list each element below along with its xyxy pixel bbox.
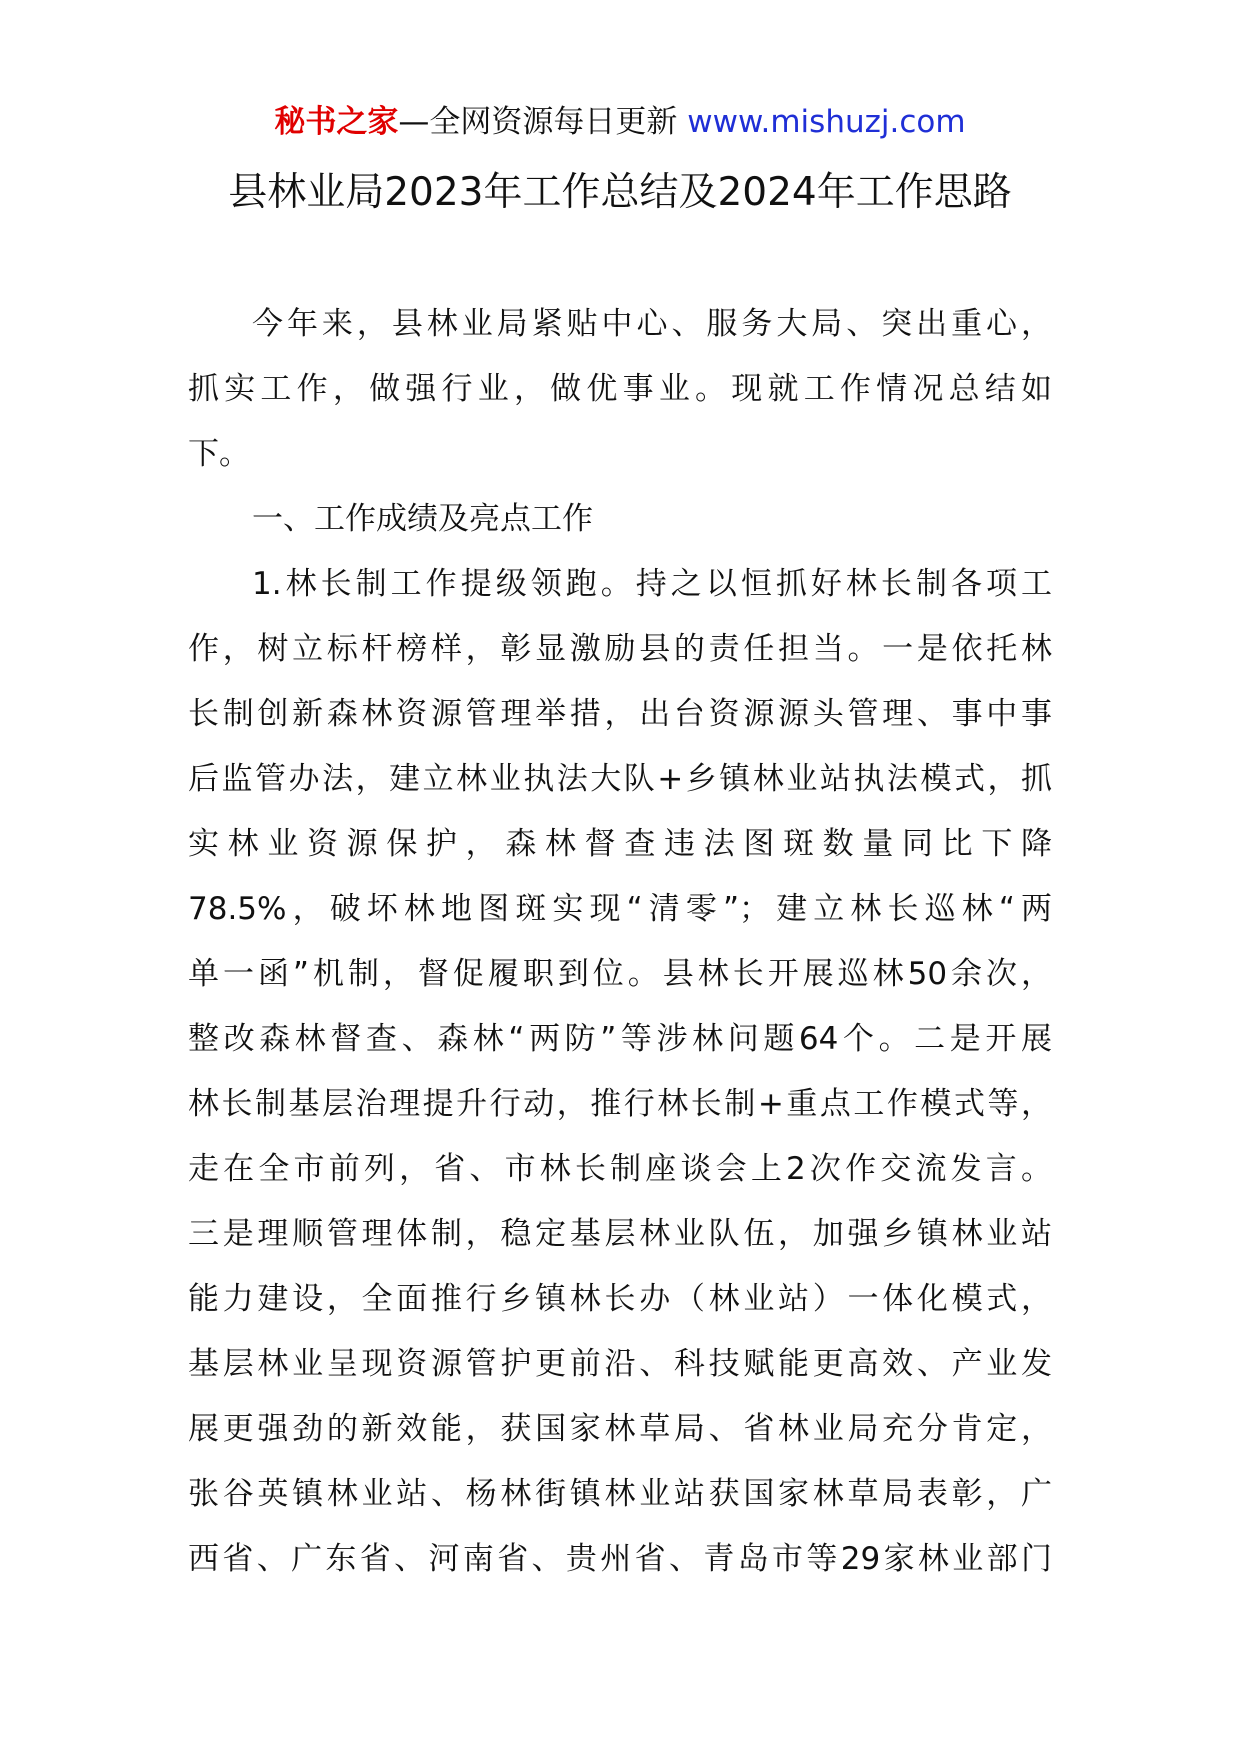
paragraph-line: 三是理顺管理体制，稳定基层林业队伍，加强乡镇林业站: [188, 1216, 1052, 1252]
paragraph-line: 今年来，县林业局紧贴中心、服务大局、突出重心，: [252, 306, 1052, 342]
document-title: 县林业局2023年工作总结及2024年工作思路: [228, 170, 1012, 215]
paragraph-line: 78.5%，破坏林地图斑实现“清零”；建立林长巡林“两: [188, 891, 1052, 927]
document-body: [188, 292, 1052, 1592]
paragraph-line: 西省、广东省、河南省、贵州省、青岛市等29家林业部门: [188, 1541, 1052, 1577]
paragraph-line: 张谷英镇林业站、杨林街镇林业站获国家林草局表彰，广: [188, 1476, 1052, 1512]
section-heading: 一、工作成绩及亮点工作: [252, 501, 593, 537]
paragraph-line: 林长制基层治理提升行动，推行林长制+重点工作模式等，: [188, 1086, 1052, 1122]
paragraph-line: 能力建设，全面推行乡镇林长办（林业站）一体化模式，: [188, 1281, 1052, 1317]
paragraph-line: 单一函”机制，督促履职到位。县林长开展巡林50余次，: [188, 956, 1052, 992]
banner-slogan: —全网资源每日更新: [398, 104, 678, 140]
paragraph-line: 基层林业呈现资源管护更前沿、科技赋能更高效、产业发: [188, 1346, 1052, 1382]
paragraph-line: 下。: [188, 436, 250, 472]
paragraph-line: 作，树立标杆榜样，彰显激励县的责任担当。一是依托林: [188, 631, 1052, 667]
paragraph-line: 展更强劲的新效能，获国家林草局、省林业局充分肯定，: [188, 1411, 1052, 1447]
website-link[interactable]: www.mishuzj.com: [687, 104, 966, 140]
paragraph-line: 1.林长制工作提级领跑。持之以恒抓好林长制各项工: [252, 566, 1052, 602]
paragraph-line: 整改森林督查、森林“两防”等涉林问题64个。二是开展: [188, 1021, 1052, 1057]
paragraph-line: 实林业资源保护，森林督查违法图斑数量同比下降: [188, 826, 1052, 862]
paragraph-line: 长制创新森林资源管理举措，出台资源源头管理、事中事: [188, 696, 1052, 732]
paragraph-line: 走在全市前列，省、市林长制座谈会上2次作交流发言。: [188, 1151, 1052, 1187]
paragraph-line: 抓实工作，做强行业，做优事业。现就工作情况总结如: [188, 371, 1052, 407]
brand-name: 秘书之家: [274, 104, 399, 140]
paragraph-line: 后监管办法，建立林业执法大队+乡镇林业站执法模式，抓: [188, 761, 1052, 797]
header-banner: [0, 100, 1240, 144]
